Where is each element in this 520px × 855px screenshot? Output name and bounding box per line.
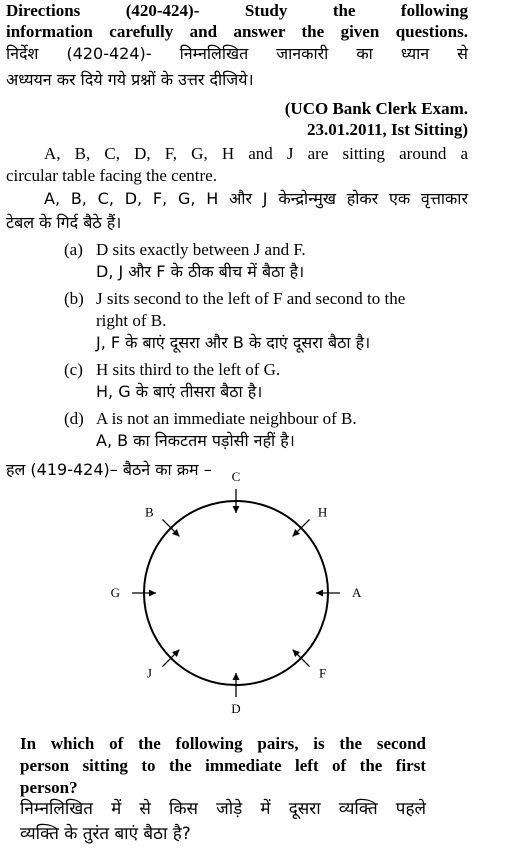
exam-source-line-2: 23.01.2011, Ist Sitting): [306, 120, 468, 139]
seat-label-f: F: [318, 665, 327, 681]
condition-hindi: J, F के बाएं दूसरा और B के दाएं दूसरा बैठा है।: [96, 333, 371, 352]
directions-hindi-line-2: अध्ययन कर दिये गये प्रश्नों के उत्तर दीजिये।: [6, 70, 254, 89]
seat-arrowhead-g: [149, 590, 156, 597]
condition-hindi: H, G के बाएं तीसरा बैठा है।: [96, 382, 263, 401]
seat-label-b: B: [145, 504, 154, 520]
condition-text: H sits third to the left of G.: [96, 360, 281, 379]
intro-hindi-line-2: टेबल के गिर्द बैठे हैं।: [6, 213, 122, 232]
condition-label: (a): [64, 240, 83, 259]
question-hindi-line-1: निम्नलिखित में से किस जोड़े में दूसरा व्यक्ति पहले: [20, 799, 426, 819]
question-line-3: person?: [20, 778, 78, 797]
question-line-1: In which of the following pairs, is the second: [20, 734, 426, 753]
condition-label: (b): [64, 289, 84, 308]
condition-label: (c): [64, 360, 83, 379]
seat-label-j: J: [146, 665, 152, 681]
seat-label-a: A: [352, 585, 362, 600]
condition-text: A is not an immediate neighbour of B.: [96, 409, 357, 428]
condition-hindi: A, B का निकटतम पड़ोसी नहीं है।: [96, 431, 295, 450]
seat-label-c: C: [231, 469, 241, 484]
condition-text: D sits exactly between J and F.: [96, 240, 306, 259]
condition-hindi: D, J और F के ठीक बीच में बैठा है।: [96, 262, 305, 281]
directions-hindi-line-1: निर्देश (420-424)- निम्नलिखित जानकारी का ध्यान से: [6, 44, 468, 63]
seat-arrowhead-c: [233, 506, 240, 513]
condition-label: (d): [64, 409, 84, 428]
directions-line-1: Directions (420-424)- Study the following: [6, 1, 468, 20]
seat-label-h: H: [317, 504, 328, 520]
question-hindi-line-2: व्यक्ति के तुरंत बाएं बैठा है?: [20, 824, 191, 844]
seat-label-d: D: [231, 701, 241, 716]
condition-text-cont: right of B.: [96, 311, 167, 330]
condition-text: J sits second to the left of F and second to the: [96, 289, 406, 308]
question-line-2: person sitting to the immediate left of the first: [20, 756, 426, 775]
seat-arrowhead-a: [316, 590, 323, 597]
intro-line-2: circular table facing the centre.: [6, 166, 217, 185]
exam-source-line-1: (UCO Bank Clerk Exam.: [284, 99, 468, 118]
seat-label-g: G: [110, 585, 120, 600]
intro-hindi-line-1: A, B, C, D, F, G, H और J केन्द्रोन्मुख होकर एक वृत्ताकार: [44, 189, 468, 208]
directions-line-2: information carefully and answer the given questions.: [6, 22, 468, 41]
seat-arrowhead-d: [233, 673, 240, 680]
solution-heading: हल (419-424)– बैठने का क्रम –: [6, 460, 212, 479]
intro-line-1: A, B, C, D, F, G, H and J are sitting around a: [44, 144, 468, 163]
